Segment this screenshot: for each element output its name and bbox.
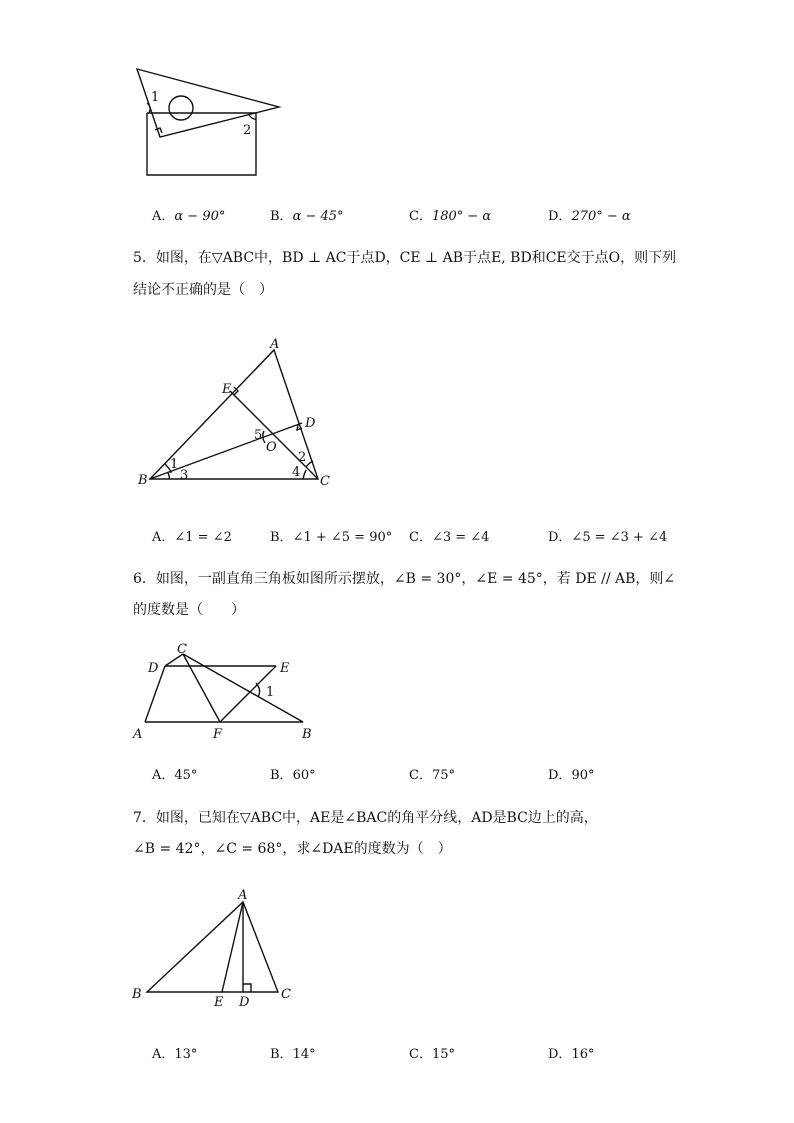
q6-option-c-text: 75° — [431, 768, 455, 783]
q5-label-5: 5 — [254, 428, 263, 443]
q5-stem-line2: 结论不正确的是（ ） — [133, 282, 273, 298]
q7-option-c-text: 15° — [431, 1047, 455, 1062]
q7-stem-line1: 7．如图，已知在▽ABC中，AE是∠BAC的角平分线，AD是BC边上的高， — [133, 810, 598, 826]
q4-option-c-letter: C． — [409, 209, 432, 224]
q6-option-d-letter: D． — [548, 768, 572, 783]
q6-label-f: F — [213, 727, 223, 742]
q5-option-c-text: ∠3 = ∠4 — [431, 530, 490, 545]
q5-option-d-letter: D． — [548, 530, 572, 545]
q7-right-angle-d — [243, 984, 251, 992]
q5-label-2: 2 — [298, 450, 307, 465]
q7-option-d-text: 16° — [571, 1047, 595, 1062]
q6-label-d: D — [148, 661, 159, 676]
q6-option-c-letter: C． — [409, 768, 432, 783]
q4-option-c-text: 180° − α — [431, 209, 492, 224]
q7-label-a: A — [238, 888, 248, 903]
q5-label-c: C — [320, 474, 330, 489]
q7-option-a[interactable] — [152, 1043, 197, 1062]
q5-option-b-text: ∠1 + ∠5 = 90° — [292, 530, 393, 545]
q7-options — [152, 1043, 752, 1063]
q5-label-b: B — [138, 473, 148, 488]
q6-stem-line2: 的度数是（ ） — [133, 602, 245, 618]
q7-label-c: C — [281, 987, 291, 1002]
q7-option-a-text: 13° — [174, 1047, 198, 1062]
q7-label-b: B — [132, 987, 142, 1002]
q6-option-b-letter: B． — [270, 768, 293, 783]
q4-label-angle1: 1 — [151, 90, 160, 105]
q6-label-e: E — [280, 661, 290, 676]
q4-option-b-letter: B． — [270, 209, 293, 224]
q6-label-a: A — [133, 727, 143, 742]
q5-label-e: E — [222, 382, 232, 397]
q7-option-d[interactable] — [548, 1043, 594, 1062]
q4-label-angle2: 2 — [243, 123, 252, 138]
q7-label-e: E — [214, 995, 224, 1010]
q7-option-a-letter: A． — [152, 1047, 175, 1062]
q6-option-a-text: 45° — [174, 768, 198, 783]
q7-stem-line2: ∠B = 42°，∠C = 68°，求∠DAE的度数为（ ） — [133, 841, 452, 857]
q6-option-d-text: 90° — [571, 768, 595, 783]
q7-option-b-text: 14° — [292, 1047, 316, 1062]
q5-label-a: A — [270, 337, 280, 352]
q4-option-b-text: α − 45° — [292, 209, 344, 224]
q6-option-a-letter: A． — [152, 768, 175, 783]
q5-label-4: 4 — [292, 465, 301, 480]
q5-label-3: 3 — [180, 468, 189, 483]
q7-option-c[interactable] — [409, 1043, 455, 1062]
q4-option-a-text: α − 90° — [174, 209, 226, 224]
q7-option-b-letter: B． — [270, 1047, 293, 1062]
q5-stem-line1: 5．如图，在▽ABC中，BD ⊥ AC于点D，CE ⊥ AB于点E, BD和CE交于点O，则下列 — [133, 250, 677, 266]
q4-option-d-text: 270° − α — [571, 209, 631, 224]
q5-option-b-letter: B． — [270, 530, 293, 545]
q5-option-a-text: ∠1 = ∠2 — [174, 530, 232, 545]
q4-option-d-letter: D． — [548, 209, 572, 224]
q4-option-a-letter: A． — [152, 209, 175, 224]
q5-option-c-letter: C． — [409, 530, 432, 545]
q7-option-c-letter: C． — [409, 1047, 432, 1062]
q7-option-b[interactable] — [270, 1043, 316, 1062]
q5-label-1: 1 — [170, 457, 179, 472]
q7-option-d-letter: D． — [548, 1047, 572, 1062]
q5-label-o: O — [266, 440, 277, 455]
q7-label-d: D — [239, 995, 250, 1010]
q6-label-1: 1 — [266, 685, 275, 700]
q5-label-d: D — [305, 416, 316, 431]
q6-stem-line1: 6．如图，一副直角三角板如图所示摆放，∠B = 30°，∠E = 45°，若 DE // AB，则∠ — [133, 571, 676, 587]
q6-label-b: B — [302, 727, 312, 742]
q6-label-c: C — [177, 642, 187, 657]
q7-segment-ae — [222, 902, 243, 992]
q7-triangle-abc — [147, 902, 278, 992]
q5-option-a-letter: A． — [152, 530, 175, 545]
q5-option-d-text: ∠5 = ∠3 + ∠4 — [571, 530, 668, 545]
q6-option-b-text: 60° — [292, 768, 316, 783]
